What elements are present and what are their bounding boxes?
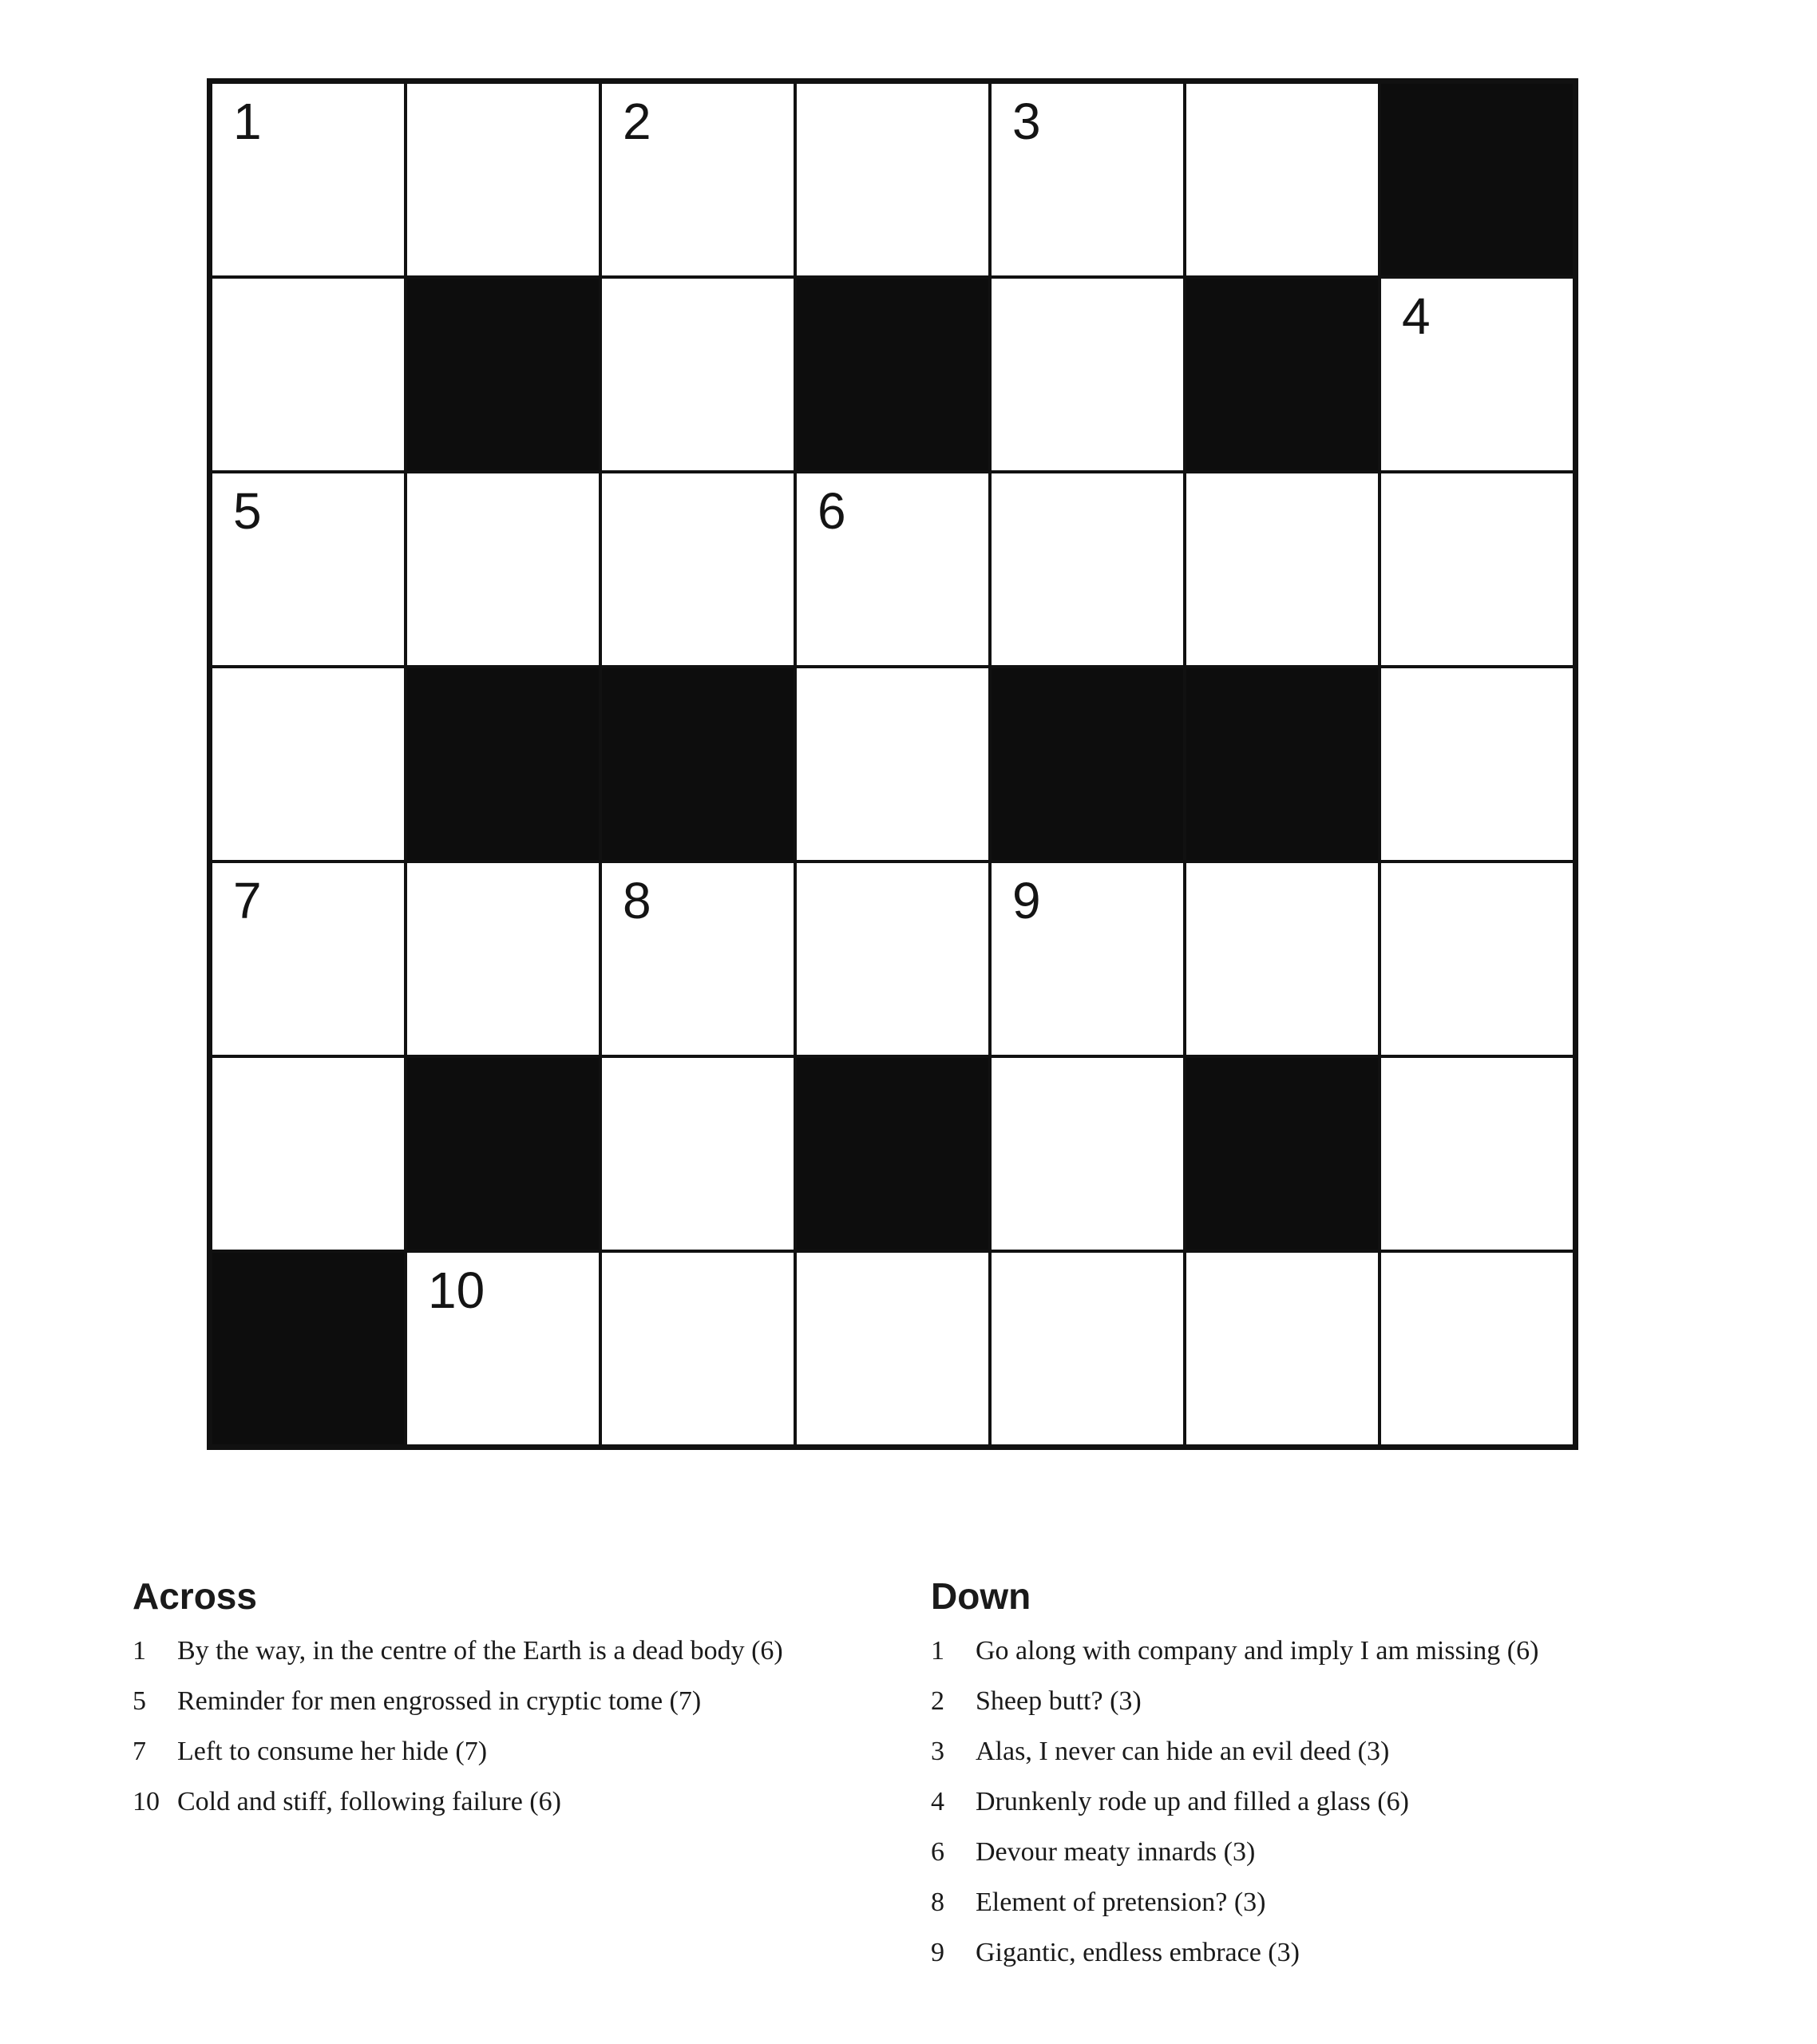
down-clues-section — [931, 1575, 1817, 1986]
grid-cell[interactable] — [212, 1058, 404, 1250]
grid-cell[interactable] — [992, 84, 1183, 275]
across-clue-row — [133, 1684, 947, 1719]
grid-cell[interactable] — [992, 473, 1183, 665]
down-clue-row — [931, 1734, 1817, 1769]
clue-number: 2 — [931, 1686, 944, 1716]
grid-cell[interactable] — [797, 473, 988, 665]
grid-cell[interactable] — [797, 84, 988, 275]
across-clue-row — [133, 1734, 947, 1769]
grid-cell[interactable] — [1381, 1253, 1573, 1444]
clue-text: Left to consume her hide (7) — [177, 1737, 488, 1766]
clue-number: 10 — [133, 1787, 160, 1816]
grid-cell[interactable] — [407, 473, 599, 665]
grid-cell[interactable] — [1186, 473, 1378, 665]
grid-cell-black — [407, 668, 599, 860]
down-clue-row — [931, 1885, 1817, 1920]
down-clue-list — [931, 1634, 1817, 1971]
grid-cell[interactable] — [212, 863, 404, 1055]
grid-cell[interactable] — [602, 279, 794, 470]
grid-cell-black — [602, 668, 794, 860]
clue-text: Gigantic, endless embrace (3) — [976, 1938, 1300, 1967]
clue-number: 4 — [931, 1787, 944, 1816]
down-heading: Down — [931, 1575, 1031, 1617]
cell-number: 7 — [233, 872, 262, 929]
across-clue-row — [133, 1634, 947, 1669]
clue-number: 6 — [931, 1837, 944, 1867]
clue-text: Element of pretension? (3) — [976, 1888, 1266, 1917]
cell-number: 9 — [1012, 872, 1041, 929]
grid-cell[interactable] — [992, 1058, 1183, 1250]
grid-cell[interactable] — [602, 473, 794, 665]
grid-cell[interactable] — [992, 863, 1183, 1055]
grid-cell-black — [1186, 668, 1378, 860]
clue-number: 5 — [133, 1686, 146, 1716]
grid-cell[interactable] — [1381, 279, 1573, 470]
grid-cell[interactable] — [1186, 1253, 1378, 1444]
grid-cell[interactable] — [602, 84, 794, 275]
grid-cell[interactable] — [1381, 668, 1573, 860]
clue-text: Go along with company and imply I am missing (6) — [976, 1636, 1539, 1666]
clue-text: Devour meaty innards (3) — [976, 1837, 1256, 1867]
grid-cell[interactable] — [602, 1253, 794, 1444]
clue-text: Alas, I never can hide an evil deed (3) — [976, 1737, 1390, 1766]
grid-cell[interactable] — [797, 1253, 988, 1444]
grid-cell[interactable] — [1186, 84, 1378, 275]
clue-text: Cold and stiff, following failure (6) — [177, 1787, 561, 1816]
clue-number: 1 — [133, 1636, 146, 1666]
grid-cell-black — [1381, 84, 1573, 275]
clue-number: 8 — [931, 1888, 944, 1917]
down-clue-row — [931, 1684, 1817, 1719]
grid-cell-black — [407, 279, 599, 470]
grid-cell[interactable] — [407, 84, 599, 275]
grid-cell-black — [1186, 279, 1378, 470]
clue-number: 9 — [931, 1938, 944, 1967]
grid-cell[interactable] — [1186, 863, 1378, 1055]
grid-cell-black — [212, 1253, 404, 1444]
clue-number: 3 — [931, 1737, 944, 1766]
clue-text: By the way, in the centre of the Earth is a dead body (6) — [177, 1636, 783, 1666]
across-clue-row — [133, 1785, 947, 1820]
grid-cell[interactable] — [212, 668, 404, 860]
grid-cell[interactable] — [992, 1253, 1183, 1444]
grid-cell[interactable] — [212, 84, 404, 275]
clue-text: Sheep butt? (3) — [976, 1686, 1142, 1716]
grid-cell[interactable] — [1381, 863, 1573, 1055]
down-clue-row — [931, 1785, 1817, 1820]
grid-cell[interactable] — [602, 1058, 794, 1250]
grid-cell-black — [1186, 1058, 1378, 1250]
clue-text: Reminder for men engrossed in cryptic tome (7) — [177, 1686, 702, 1716]
grid-cell-black — [797, 279, 988, 470]
grid-cell[interactable] — [1381, 473, 1573, 665]
grid-cell-black — [992, 668, 1183, 860]
cell-number: 5 — [233, 482, 262, 540]
cell-number: 4 — [1402, 287, 1431, 345]
crossword-grid — [207, 78, 1578, 1450]
grid-cell[interactable] — [992, 279, 1183, 470]
grid-cell[interactable] — [602, 863, 794, 1055]
cell-number: 8 — [623, 872, 651, 929]
across-heading: Across — [133, 1575, 257, 1617]
down-clue-row — [931, 1935, 1817, 1971]
grid-cell-black — [797, 1058, 988, 1250]
grid-cell[interactable] — [1381, 1058, 1573, 1250]
grid-cell[interactable] — [212, 473, 404, 665]
cell-number: 3 — [1012, 93, 1041, 150]
grid-cell[interactable] — [797, 863, 988, 1055]
cell-number: 6 — [817, 482, 846, 540]
cell-number: 1 — [233, 93, 262, 150]
clue-text: Drunkenly rode up and filled a glass (6) — [976, 1787, 1409, 1816]
clue-number: 7 — [133, 1737, 146, 1766]
clue-number: 1 — [931, 1636, 944, 1666]
down-clue-row — [931, 1835, 1817, 1870]
grid-cell-black — [407, 1058, 599, 1250]
cell-number: 10 — [428, 1262, 485, 1319]
grid-cell[interactable] — [407, 863, 599, 1055]
down-clue-row — [931, 1634, 1817, 1669]
across-clues-section — [133, 1575, 947, 1835]
grid-cell[interactable] — [212, 279, 404, 470]
grid-cell[interactable] — [407, 1253, 599, 1444]
across-clue-list — [133, 1634, 947, 1820]
grid-cell[interactable] — [797, 668, 988, 860]
cell-number: 2 — [623, 93, 651, 150]
